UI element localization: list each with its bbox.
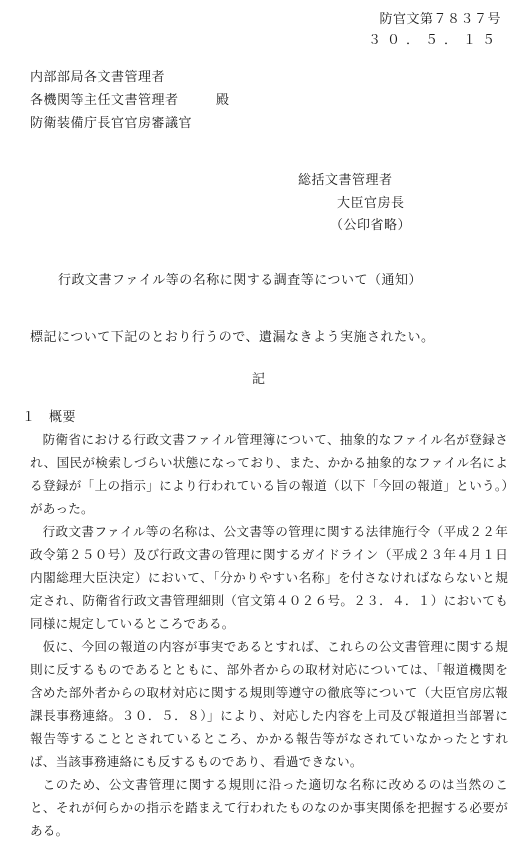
paragraph-4: このため、公文書管理に関する規則に沿った適切な名称に改めるのは当然のこと、それが何らかの指示を踏まえて行われたものなのか事実関係を把握する必要がある。 (30, 777, 508, 838)
seal-omitted-note: （公印省略） (330, 218, 412, 233)
document-subject: 行政文書ファイル等の名称に関する調査等について（通知） (58, 273, 422, 288)
addressee-line-2: 各機関等主任文書管理者 (30, 93, 179, 108)
document-date: ３０．５．１５ (367, 33, 501, 48)
document-number: 防官文第７８３７号 (379, 12, 501, 27)
section-heading: １ 概要 (22, 410, 77, 425)
sender-name: 大臣官房長 (337, 196, 405, 211)
addressee-honorific: 殿 (216, 93, 230, 108)
paragraph-2: 行政文書ファイル等の名称は、公文書等の管理に関する法律施行令（平成２２年政令第２５０号）及び行政文書の管理に関するガイドライン（平成２３年４月１日内閣総理大臣決定）において、「分かりやすい名称」を付さなければならないと規定され、防衛省行政文書管理細則（官文第４０２６号。２３．４．１）においても同様に規定しているところである。 (30, 524, 508, 631)
ki-marker: 記 (252, 372, 266, 387)
section-body (30, 428, 508, 842)
sender-title: 総括文書管理者 (298, 173, 393, 188)
addressee-line-1: 内部部局各文書管理者 (30, 70, 166, 85)
addressee-line-3: 防衛装備庁長官官房審議官 (30, 116, 193, 131)
paragraph-1: 防衛省における行政文書ファイル管理簿について、抽象的なファイル名が登録され、国民が検索しづらい状態になっており、また、かかる抽象的なファイル名による登録が「上の指示」により行われている旨の報道（以下「今回の報道」という。）があった。 (30, 432, 508, 516)
intro-sentence: 標記について下記のとおり行うので、遺漏なきよう実施されたい。 (30, 330, 435, 345)
paragraph-3: 仮に、今回の報道の内容が事実であるとすれば、これらの公文書管理に関する規則に反するものであるとともに、部外者からの取材対応については、「報道機関を含めた部外者からの取材対応に関する規則等遵守の徹底等について（大臣官房広報課長事務連絡。３０．５．８）」により、対応した内容を上司及び報道担当部署に報告等することとされているところ、かかる報告等がなされていなかったとすれば、当該事務連絡にも反するものであり、看過できない。 (30, 639, 508, 769)
